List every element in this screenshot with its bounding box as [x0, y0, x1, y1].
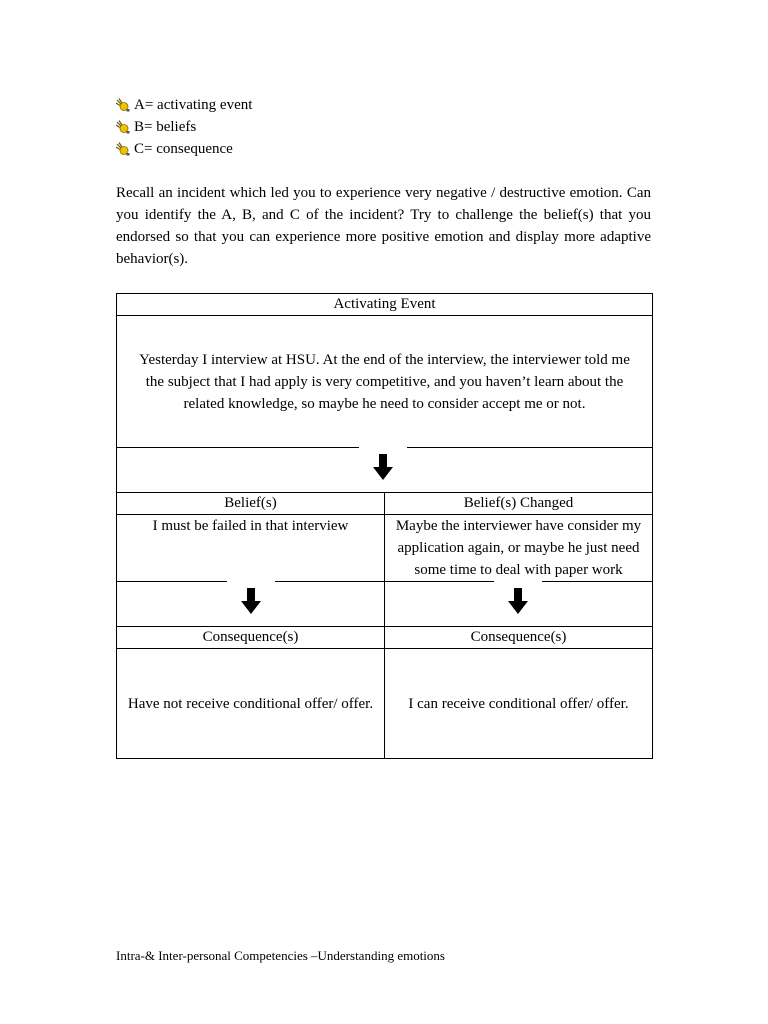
down-arrow-icon — [241, 588, 261, 614]
bullet-text: B= beliefs — [134, 119, 197, 135]
consequence-header-left: Consequence(s) — [117, 627, 385, 649]
list-item — [116, 116, 252, 138]
bullet-text: C= consequence — [134, 141, 233, 157]
consequence-right-text: I can receive conditional offer/ offer. — [385, 649, 653, 759]
beliefs-changed-text: Maybe the interviewer have consider my application again, or maybe he just need some time to deal with paper work — [385, 515, 653, 582]
arrow-row — [117, 582, 385, 627]
lightbulb-bullet-icon — [116, 98, 130, 112]
lightbulb-bullet-icon — [116, 142, 130, 156]
arrow-row — [385, 582, 653, 627]
beliefs-changed-header: Belief(s) Changed — [385, 493, 653, 515]
down-arrow-icon — [373, 454, 393, 480]
intro-paragraph: Recall an incident which led you to experience very negative / destructive emotion. Can you identify the A, B, and C of the incident? Try to challenge the belief(s) that you endorsed so that you can experience more positive emotion and display more adaptive behavior(s). — [116, 185, 651, 267]
consequence-header-right: Consequence(s) — [385, 627, 653, 649]
bullet-text: A= activating event — [134, 97, 253, 113]
page-footer: Intra-& Inter-personal Competencies –Understanding emotions — [116, 948, 445, 963]
lightbulb-bullet-icon — [116, 120, 130, 134]
activating-event-text: Yesterday I interview at HSU. At the end of the interview, the interviewer told me the subject that I had apply is very competitive, and you haven’t learn about the related knowledge, so maybe he need to consider accept me or not. — [117, 316, 653, 448]
abc-legend-list — [116, 94, 252, 160]
list-item — [116, 138, 252, 160]
consequence-left-text: Have not receive conditional offer/ offer. — [117, 649, 385, 759]
arrow-container — [227, 578, 275, 624]
arrow-container — [359, 444, 407, 490]
beliefs-text: I must be failed in that interview — [117, 515, 385, 582]
beliefs-header: Belief(s) — [117, 493, 385, 515]
abc-worksheet-table — [116, 293, 653, 759]
down-arrow-icon — [508, 588, 528, 614]
list-item — [116, 94, 252, 116]
arrow-row — [117, 448, 653, 493]
activating-event-header: Activating Event — [117, 294, 653, 316]
arrow-container — [494, 578, 542, 624]
